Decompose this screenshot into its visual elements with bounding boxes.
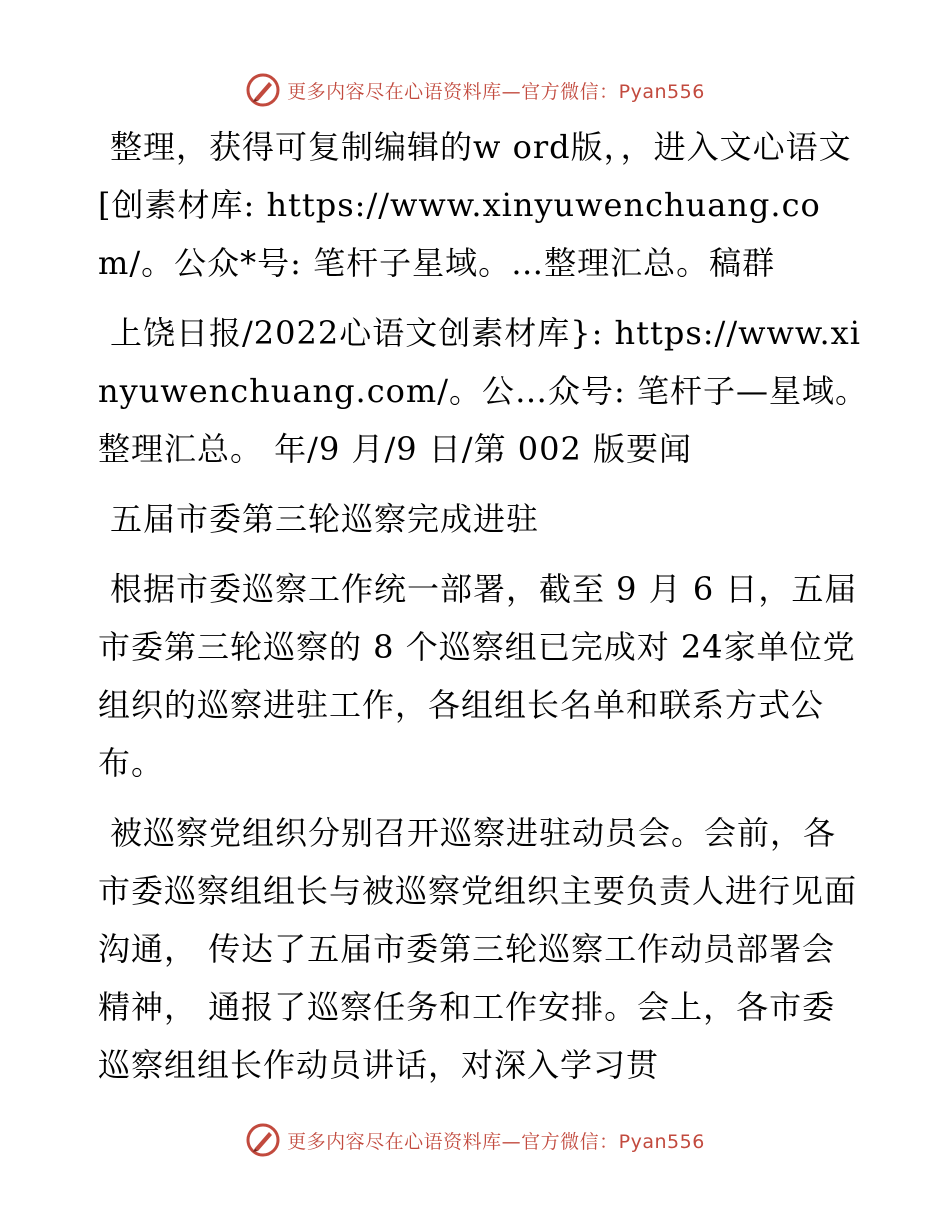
paragraph-text: 整理，获得可复制编辑的w ord版，，进入文心语文[创素材库: https://www.xinyuwenchuang.com/。公众*号: 笔杆子星域。…整理汇总。稿群 <box>98 128 852 282</box>
paragraph-text: 上饶日报/2022心语文创素材库}: https://www.xinyuwenchuang.com/。公…众号: 笔杆子—星域。整理汇总。 年/9 月/9 日/第 002 版要闻 <box>98 314 868 468</box>
headline-text: 五届市委第三轮巡察完成进驻 <box>110 500 540 538</box>
footer-banner <box>0 1120 950 1160</box>
paragraph-4 <box>98 560 868 792</box>
banner-text: 更多内容尽在心语资料库—官方微信：Pyan556 <box>287 1130 705 1153</box>
paragraph-5 <box>98 804 868 1094</box>
header-banner <box>0 70 950 110</box>
paragraph-2 <box>98 304 868 478</box>
pen-logo-icon <box>245 1122 281 1158</box>
banner-text: 更多内容尽在心语资料库—官方微信：Pyan556 <box>287 80 705 103</box>
article-headline <box>98 490 868 548</box>
document-body <box>98 118 868 1106</box>
paragraph-text: 根据市委巡察工作统一部署，截至 9 月 6 日，五届市委第三轮巡察的 8 个巡察组已完成对 24家单位党组织的巡察进驻工作，各组组长名单和联系方式公布。 <box>98 570 858 782</box>
paragraph-1 <box>98 118 868 292</box>
pen-logo-icon <box>245 72 281 108</box>
paragraph-text: 被巡察党组织分别召开巡察进驻动员会。会前，各市委巡察组组长与被巡察党组织主要负责人进行见面沟通， 传达了五届市委第三轮巡察工作动员部署会精神， 通报了巡察任务和工作安排。会上，各市委巡察组组长作动员讲话，对深入学习贯 <box>98 814 858 1084</box>
